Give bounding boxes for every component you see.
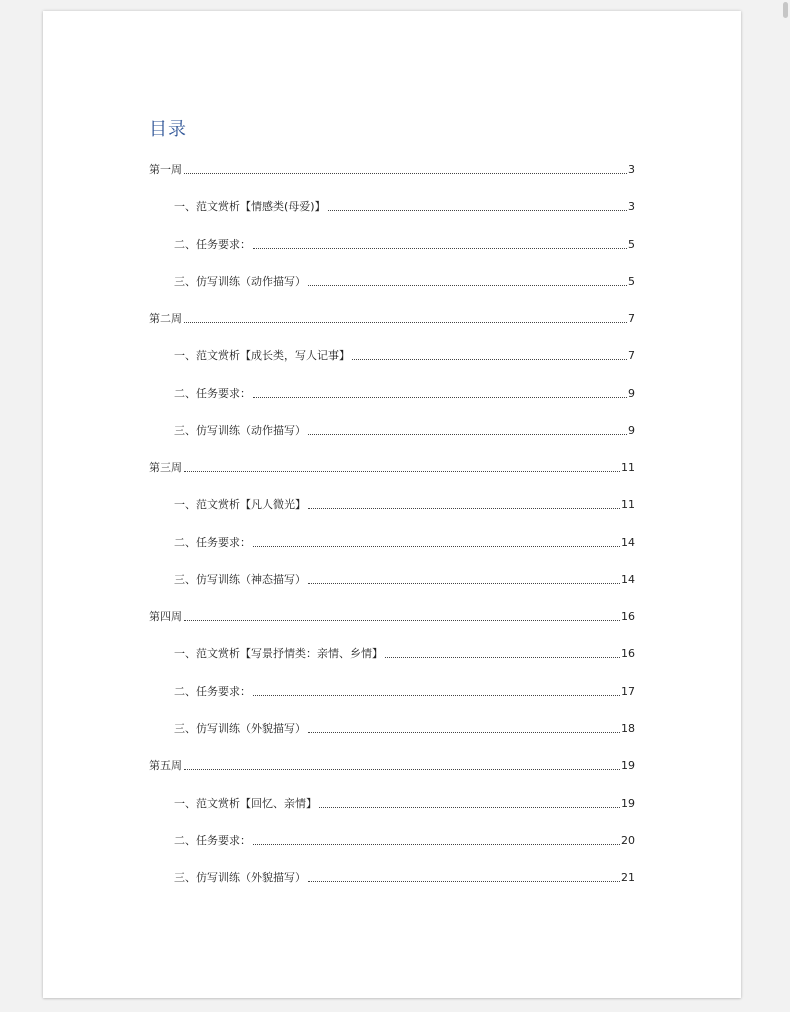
toc-dot-leader [308,284,627,286]
toc-dot-leader [184,172,627,174]
toc-entry-label: 三、仿写训练（动作描写） [174,275,306,288]
toc-dot-leader [308,731,620,733]
toc-entry-label: 三、仿写训练（神态描写） [174,573,306,586]
toc-entry-page: 16 [621,610,635,623]
toc-dot-leader [253,247,627,249]
toc-entry-page: 11 [621,498,635,511]
toc-entry[interactable] [174,828,635,848]
toc-entry-week-4[interactable] [149,604,635,624]
toc-dot-leader [253,694,620,696]
toc-dot-leader [328,209,627,211]
toc-entry-label: 第五周 [149,759,182,772]
toc-entry[interactable] [174,269,635,289]
toc-dot-leader [308,433,627,435]
toc-entry-label: 二、任务要求： [174,238,251,251]
toc-entry-label: 二、任务要求： [174,685,251,698]
toc-entry-label: 一、范文赏析【凡人微光】 [174,498,306,511]
toc-entry[interactable] [174,679,635,699]
toc-entry[interactable] [174,530,635,550]
toc-dot-leader [184,768,620,770]
toc-dot-leader [308,507,620,509]
toc-entry-page: 18 [621,722,635,735]
toc-entry[interactable] [174,865,635,885]
toc-entry[interactable] [174,381,635,401]
toc-entry-label: 一、范文赏析【情感类(母爱)】 [174,200,326,213]
toc-entry-page: 9 [628,387,635,400]
toc-entry-label: 一、范文赏析【回忆、亲情】 [174,797,317,810]
toc-entry[interactable] [174,492,635,512]
toc-dot-leader [184,470,620,472]
toc-entry-page: 14 [621,573,635,586]
toc-dot-leader [184,321,627,323]
toc-entry-page: 19 [621,759,635,772]
toc-entry-label: 二、任务要求： [174,834,251,847]
toc-entry-page: 3 [628,163,635,176]
toc-entry[interactable] [174,567,635,587]
toc-entry-label: 一、范文赏析【成长类，写人记事】 [174,349,350,362]
toc-entry-week-2[interactable] [149,306,635,326]
toc-entry-page: 20 [621,834,635,847]
toc-entry-page: 16 [621,647,635,660]
toc-dot-leader [184,619,620,621]
toc-entry-page: 14 [621,536,635,549]
toc-entry-page: 11 [621,461,635,474]
toc-dot-leader [319,806,620,808]
toc-entry-page: 17 [621,685,635,698]
toc-entry-page: 5 [628,238,635,251]
toc-entry[interactable] [174,232,635,252]
toc-entry-week-1[interactable] [149,157,635,177]
toc-entry-label: 第一周 [149,163,182,176]
toc-entry-label: 二、任务要求： [174,387,251,400]
toc-entry-week-3[interactable] [149,455,635,475]
toc-dot-leader [308,582,620,584]
scrollbar-thumb[interactable] [783,2,788,18]
toc-entry-page: 19 [621,797,635,810]
toc-entry[interactable] [174,791,635,811]
document-page [43,11,741,998]
toc-entry-page: 7 [628,349,635,362]
toc-entry[interactable] [174,641,635,661]
toc-dot-leader [308,880,620,882]
toc-entry-label: 第三周 [149,461,182,474]
toc-entry-label: 二、任务要求： [174,536,251,549]
toc-dot-leader [385,656,620,658]
toc-entry-page: 5 [628,275,635,288]
toc-entry-label: 三、仿写训练（动作描写） [174,424,306,437]
toc-title: 目录 [149,119,187,140]
toc-entry[interactable] [174,716,635,736]
toc-entry-page: 3 [628,200,635,213]
toc-entry-label: 三、仿写训练（外貌描写） [174,722,306,735]
toc-entry-label: 三、仿写训练（外貌描写） [174,871,306,884]
toc-entry-page: 21 [621,871,635,884]
toc-entry-page: 7 [628,312,635,325]
toc-dot-leader [253,843,620,845]
toc-entry[interactable] [174,343,635,363]
toc-entry-week-5[interactable] [149,753,635,773]
toc-entry[interactable] [174,194,635,214]
toc-dot-leader [253,396,627,398]
toc-dot-leader [253,545,620,547]
toc-entry-page: 9 [628,424,635,437]
toc-dot-leader [352,358,627,360]
toc-entry[interactable] [174,418,635,438]
toc-entry-label: 第二周 [149,312,182,325]
toc-entry-label: 第四周 [149,610,182,623]
toc-entry-label: 一、范文赏析【写景抒情类：亲情、乡情】 [174,647,383,660]
